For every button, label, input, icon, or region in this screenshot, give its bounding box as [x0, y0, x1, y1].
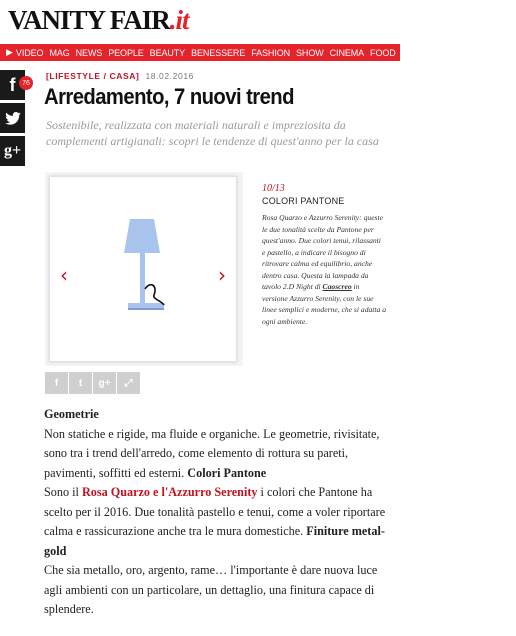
- facebook-icon: f: [54, 377, 59, 389]
- facebook-share-button[interactable]: [0, 70, 30, 100]
- section-heading-geometrie: Geometrie: [44, 407, 99, 421]
- nav-item-firme[interactable]: FIRME: [401, 47, 430, 58]
- gallery-caption: [262, 183, 386, 327]
- caption-text-part-1: Rosa Quarzo e Azzurro Serenity: queste le due tonalità scelte da Pantone per quest'anno. Due colori tenui, rilassanti e pastello, a indicare il bisogno di ritrovare calma ed equilibrio, anche dentro casa. Questa la lampada da tavolo 2.D Night di: [262, 213, 383, 291]
- caption-text: [262, 212, 386, 327]
- pantone-link[interactable]: Rosa Quarzo e l'Azzurro Serenity: [81, 485, 258, 499]
- twitter-icon: [5, 112, 21, 125]
- gallery-googleplus-button[interactable]: [93, 372, 116, 394]
- category-casa[interactable]: CASA]: [109, 71, 140, 81]
- gallery-fullscreen-button[interactable]: [117, 372, 140, 394]
- section-heading-finiture: Finiture metal-gold: [44, 524, 385, 558]
- article-meta: [46, 71, 194, 81]
- share-count-badge: 76: [19, 76, 33, 90]
- paragraph-finiture: Che sia metallo, oro, argento, rame… l'importante è dare nuova luce agli ambienti con un particolare, un dettaglio, una finitura capace di splendere.: [44, 563, 378, 616]
- paragraph-text: Non statiche e rigide, ma fluide e organiche. Le geometrie, rivisitate, sono tra i trend dell'arredo, come elemento di rottura su pareti, pavimenti, soffitti ed esterni.: [44, 426, 380, 480]
- caption-link[interactable]: Caoscreo: [322, 282, 352, 291]
- logo-suffix: .it: [169, 4, 189, 35]
- nav-item-food[interactable]: FOOD: [370, 47, 396, 58]
- gallery-counter: 10/13: [262, 183, 285, 194]
- googleplus-icon: g+: [3, 142, 22, 159]
- paragraph-pantone: [44, 483, 394, 561]
- lamp-image: [124, 219, 168, 315]
- nav-item-benessere[interactable]: BENESSERE: [191, 47, 246, 58]
- twitter-share-button[interactable]: [0, 103, 25, 133]
- category-separator: /: [103, 71, 107, 81]
- logo-text: VANITY FAIR: [8, 4, 170, 35]
- gallery-prev-button[interactable]: ‹: [60, 263, 68, 287]
- nav-item-oroscopo[interactable]: OROSCOPO: [435, 47, 488, 58]
- nav-item-cinema[interactable]: CINEMA: [329, 47, 365, 58]
- gallery-share-buttons: [45, 372, 140, 394]
- gallery-image-frame: [49, 176, 237, 362]
- twitter-icon: t: [78, 377, 83, 389]
- nav-item-news[interactable]: NEWS: [75, 47, 103, 58]
- fullscreen-icon: ⤢: [124, 377, 133, 389]
- article-subtitle: Sostenibile, realizzata con materiali naturali e impreziosita da complementi artigianali: scopri le tendenze di quest'anno per la casa: [46, 118, 379, 148]
- gallery-facebook-button[interactable]: [45, 372, 68, 394]
- facebook-icon: f: [9, 74, 16, 95]
- nav-item-fashion[interactable]: FASHION: [251, 47, 291, 58]
- main-nav: [0, 44, 516, 61]
- googleplus-icon: g+: [98, 377, 111, 389]
- category-lifestyle[interactable]: [LIFESTYLE: [46, 71, 101, 81]
- vanity-fair-logo[interactable]: [8, 4, 189, 35]
- nav-item-travel[interactable]: TRAV: [493, 47, 516, 58]
- play-icon: ▶: [6, 47, 13, 57]
- paragraph-text: i colori che Pantone ha scelto per il 2016. Due tonalità pastello e tenui, come a voler riportare calma e rassicurazione anche tra le mura domestiche.: [44, 485, 386, 538]
- paragraph-geometrie: [44, 425, 394, 484]
- nav-item-mag[interactable]: MAG: [49, 47, 70, 58]
- nav-item-people[interactable]: PEOPLE: [108, 47, 144, 58]
- photo-gallery: [45, 172, 243, 366]
- nav-item-video[interactable]: VIDEO: [15, 47, 44, 58]
- article-title: Arredamento, 7 nuovi trend: [44, 84, 294, 109]
- nav-item-show[interactable]: SHOW: [296, 47, 324, 58]
- section-heading-colori-pantone: Colori Pantone: [187, 465, 267, 480]
- gallery-next-button[interactable]: ›: [218, 263, 226, 287]
- article-date: 18.02.2016: [145, 71, 194, 81]
- header: [0, 0, 400, 40]
- caption-text-part-2: in versione Azzurro Serenity, con le sue linee semplici e moderne, che si adatta a ogni ambiente.: [262, 282, 386, 326]
- article-body: [44, 405, 394, 620]
- nav-item-beauty[interactable]: BEAUTY: [149, 47, 186, 58]
- caption-title: COLORI PANTONE: [262, 196, 345, 206]
- gallery-twitter-button[interactable]: [69, 372, 92, 394]
- googleplus-share-button[interactable]: [0, 136, 25, 166]
- social-share-bar: [0, 70, 30, 169]
- paragraph-text: Sono il: [44, 485, 82, 499]
